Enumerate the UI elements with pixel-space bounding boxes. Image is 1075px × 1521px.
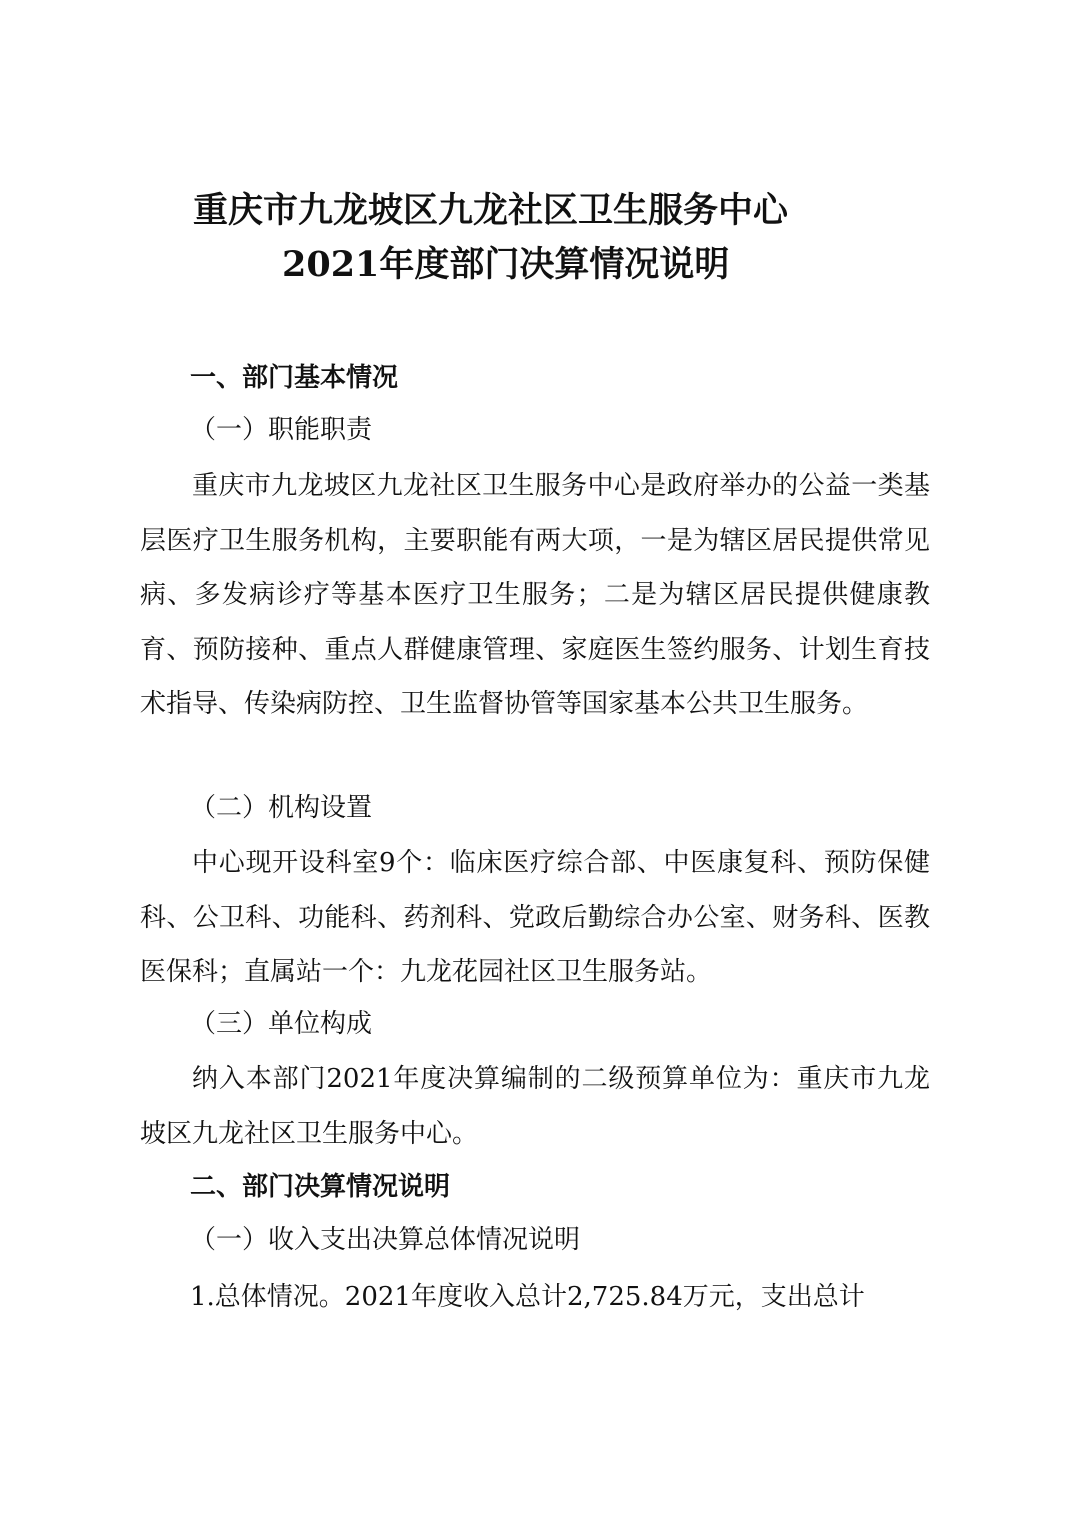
section1-sub1-heading: （一）职能职责 [190, 415, 373, 445]
section2-sub1-paragraph: 1.总体情况。2021年度收入总计2,725.84万元，支出总计 [190, 1282, 865, 1312]
document-title-line1: 重庆市九龙坡区九龙社区卫生服务中心 [193, 190, 789, 231]
section2-heading: 二、部门决算情况说明 [190, 1172, 451, 1202]
section1-sub2-heading: （二）机构设置 [190, 793, 373, 823]
document-title-line2: 2021年度部门决算情况说明 [282, 244, 730, 285]
section1-sub3-paragraph: 纳入本部门2021年度决算编制的二级预算单位为：重庆市九龙坡区九龙社区卫生服务中心。 [140, 1064, 930, 1149]
section1-sub3-heading: （三）单位构成 [190, 1009, 373, 1039]
section1-sub2-paragraph: 中心现开设科室9个：临床医疗综合部、中医康复科、预防保健科、公卫科、功能科、药剂科、党政后勤综合办公室、财务科、医教医保科；直属站一个：九龙花园社区卫生服务站。 [140, 848, 930, 988]
section2-sub1-heading: （一）收入支出决算总体情况说明 [190, 1225, 581, 1255]
section1-sub1-paragraph: 重庆市九龙坡区九龙社区卫生服务中心是政府举办的公益一类基层医疗卫生服务机构，主要职能有两大项，一是为辖区居民提供常见病、多发病诊疗等基本医疗卫生服务；二是为辖区居民提供健康教育、预防接种、重点人群健康管理、家庭医生签约服务、计划生育技术指导、传染病防控、卫生监督协管等国家基本公共卫生服务。 [140, 471, 930, 720]
section1-heading: 一、部门基本情况 [190, 363, 399, 393]
